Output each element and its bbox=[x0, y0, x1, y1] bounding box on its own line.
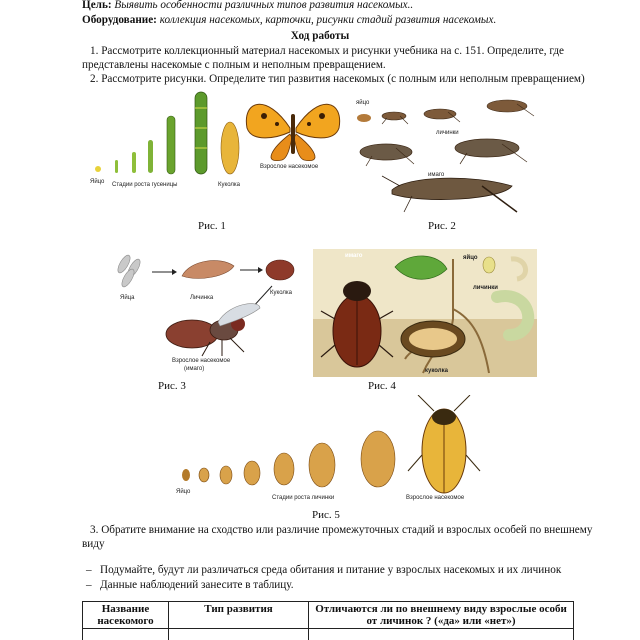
table-header-insect-name: Название насекомого bbox=[83, 602, 169, 629]
table-cell[interactable] bbox=[309, 629, 574, 640]
table-header-development-type: Тип развития bbox=[169, 602, 309, 629]
bullet-item bbox=[86, 578, 294, 592]
fig4-label-egg: яйцо bbox=[463, 255, 478, 261]
goal-line bbox=[82, 0, 413, 12]
caterpillar-icon bbox=[148, 140, 153, 173]
caterpillar-icon bbox=[115, 160, 118, 173]
figure-5-cockroach bbox=[172, 395, 484, 507]
fig5-caption: Рис. 5 bbox=[312, 509, 340, 521]
fig4-caption: Рис. 4 bbox=[368, 380, 396, 392]
figure-1-butterfly bbox=[82, 88, 352, 204]
fig3-label-eggs: Яйца bbox=[120, 295, 135, 301]
cockroach-nymph-icon bbox=[274, 453, 294, 485]
observation-table bbox=[82, 601, 574, 640]
egg-icon bbox=[483, 257, 495, 273]
fig1-label-pupa: Куколка bbox=[218, 182, 240, 188]
goal-label: Цель: bbox=[82, 0, 112, 11]
table-header-appearance: Отличаются ли по внешнему виду взрослые особи от личинок ? («да» или «нет») bbox=[309, 602, 574, 629]
pupa-icon bbox=[221, 122, 239, 174]
fig3-label-adult1: Взрослое насекомое bbox=[172, 358, 231, 364]
step2-line: 2. Рассмотрите рисунки. Определите тип развития насекомых (с полным или неполным превращением) bbox=[90, 73, 585, 85]
egg-icon bbox=[182, 469, 190, 481]
section-title: Ход работы bbox=[290, 30, 350, 42]
cockroach-nymph-icon bbox=[309, 443, 335, 487]
pupa-chamber-icon bbox=[401, 321, 465, 357]
fig3-label-adult2: (имаго) bbox=[184, 366, 205, 372]
figure-3-fly bbox=[110, 242, 310, 380]
step1-line1: 1. Рассмотрите коллекционный материал насекомых и рисунки учебника на с. 151. Определите, где bbox=[90, 45, 565, 57]
fig2-label-larvae: личинки bbox=[436, 130, 459, 136]
fig1-label-adult: Взрослое насекомое bbox=[260, 164, 319, 170]
bullet-text: Данные наблюдений занесите в таблицу. bbox=[100, 579, 294, 591]
fig5-label-adult: Взрослое насекомое bbox=[406, 495, 465, 501]
fig3-caption: Рис. 3 bbox=[158, 380, 186, 392]
fig2-caption: Рис. 2 bbox=[428, 220, 456, 232]
caterpillar-icon bbox=[195, 92, 207, 174]
bullet-item bbox=[86, 563, 561, 577]
cockroach-nymph-icon bbox=[220, 466, 232, 484]
table-cell[interactable] bbox=[169, 629, 309, 640]
table-header-row bbox=[83, 602, 574, 629]
equipment-text: коллекция насекомых, карточки, рисунки стадий развития насекомых. bbox=[159, 14, 497, 26]
step1-line2: представлены насекомые с полным и неполным превращением. bbox=[82, 59, 386, 71]
goal-text: Выявить особенности различных типов развития насекомых.. bbox=[114, 0, 414, 11]
fig1-label-egg: Яйцо bbox=[90, 179, 105, 185]
fig4-label-larvae: личинки bbox=[473, 285, 498, 291]
cockroach-nymph-icon bbox=[361, 431, 395, 487]
step3-line2: виду bbox=[82, 538, 105, 550]
table-row bbox=[83, 629, 574, 640]
fig3-label-larva: Личинка bbox=[190, 295, 214, 301]
fig4-label-pupa: куколка bbox=[425, 368, 448, 374]
fig5-label-egg: Яйцо bbox=[176, 489, 191, 495]
pupa-icon bbox=[266, 260, 294, 280]
figure-2-grasshopper bbox=[352, 90, 552, 218]
fig5-label-growth: Стадии роста личинки bbox=[272, 495, 335, 501]
step3-line1: 3. Обратите внимание на сходство или различие промежуточных стадий и взрослых особей по внешнему bbox=[90, 524, 593, 536]
bullet-marker: – bbox=[86, 564, 92, 576]
cockroach-nymph-icon bbox=[199, 468, 209, 482]
fig1-label-growth: Стадии роста гусеницы bbox=[112, 182, 178, 188]
egg-icon bbox=[357, 114, 371, 122]
caterpillar-icon bbox=[132, 152, 136, 173]
equipment-line bbox=[82, 13, 496, 27]
bullet-text: Подумайте, будут ли различаться среда обитания и питание у взрослых насекомых и их личинок bbox=[100, 564, 562, 576]
cockroach-nymph-icon bbox=[244, 461, 260, 485]
fig1-caption: Рис. 1 bbox=[198, 220, 226, 232]
equipment-label: Оборудование: bbox=[82, 14, 157, 26]
table-cell[interactable] bbox=[83, 629, 169, 640]
caterpillar-icon bbox=[167, 116, 175, 174]
fig3-label-pupa: Куколка bbox=[270, 290, 292, 296]
bullet-marker: – bbox=[86, 579, 92, 591]
fig2-label-imago: имаго bbox=[428, 172, 445, 178]
egg-icon bbox=[95, 166, 101, 172]
figure-4-beetle bbox=[313, 249, 537, 377]
fig4-label-imago: имаго bbox=[345, 253, 363, 259]
fig2-label-egg: яйцо bbox=[356, 100, 370, 106]
